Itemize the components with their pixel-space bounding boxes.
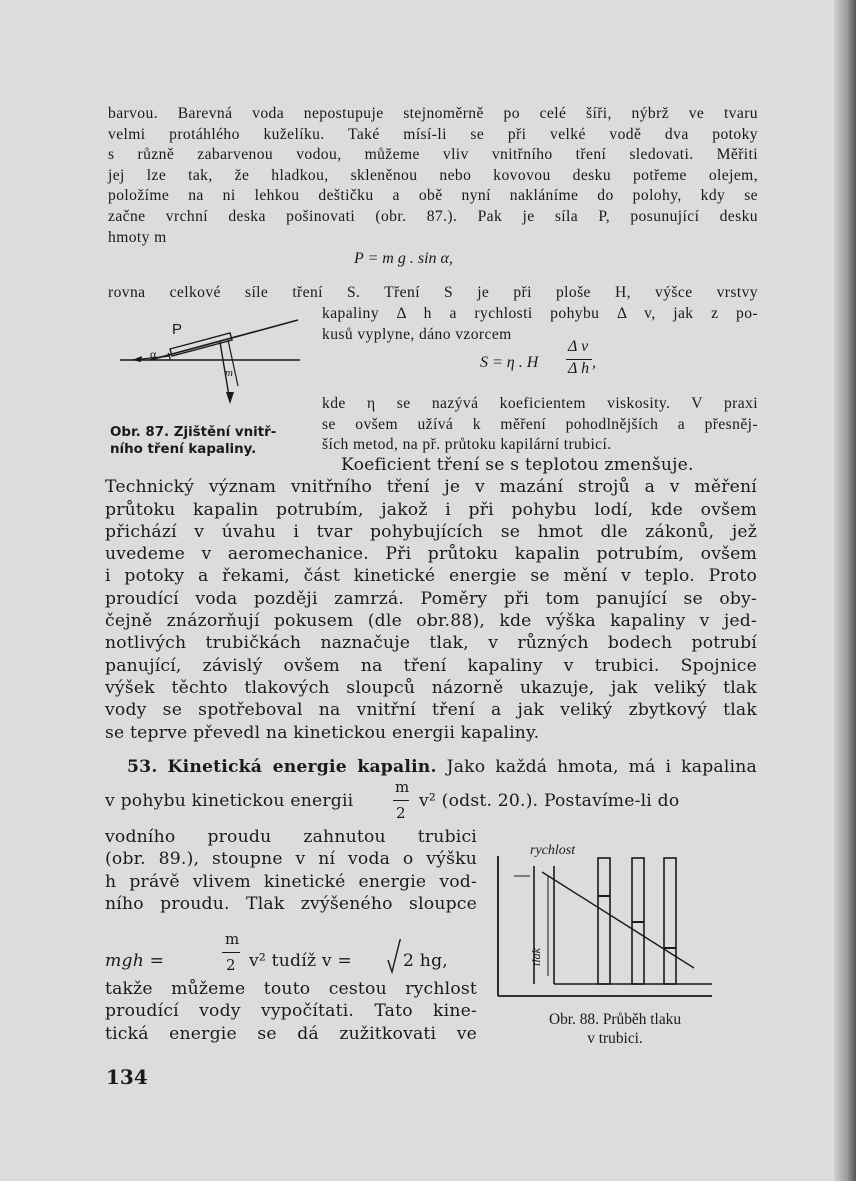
eq-lhs: S = η . H	[480, 354, 539, 371]
text-line: Koeficient tření se s teplotou zmenšuje.	[341, 455, 694, 475]
label-p: P	[172, 321, 183, 338]
text-line: s různě zabarvenou vodou, můžeme vliv vnitřního tření sledovati. Měřiti	[108, 146, 758, 164]
section-53-after	[105, 978, 477, 1045]
text-line: ších metod, na př. průtoku kapilární trubicí.	[322, 436, 612, 454]
text-line: se teprve převedl na kinetickou energii kapaliny.	[105, 722, 540, 743]
page-number: 134	[106, 1065, 148, 1089]
fraction-bar	[393, 800, 409, 801]
eq-denominator: Δ h	[568, 360, 590, 377]
section-number: 53.	[127, 757, 158, 777]
text-line: kde η se nazývá koeficientem viskosity. V praxi	[322, 395, 758, 412]
normal-line	[228, 340, 238, 386]
caption-line: Obr. 88. Průběh tlaku	[548, 1011, 682, 1028]
text-line: barvou. Barevná voda nepostupuje stejnoměrně po celé šíři, nýbrž ve tvaru	[108, 105, 758, 122]
section-title: Kinetická energie kapalin.	[167, 757, 437, 777]
kinetic-energy-line	[105, 778, 757, 826]
text-line: začne vrchní deska pošinovati (obr. 87.). Pak je síla P, posunující desku	[108, 207, 758, 225]
text-line: Technický význam vnitřního tření je v mazání strojů a v měření	[105, 477, 757, 498]
caption-line: ního tření kapaliny.	[110, 442, 257, 457]
text-line: i potoky a řekami, část kinetické energie se mění v teplo. Proto	[105, 566, 757, 587]
sqrt-sign	[387, 938, 401, 974]
text-line: v pohybu kinetickou energii	[105, 791, 354, 811]
text-line: rovna celkové síle tření S. Tření S je při ploše H, výšce vrstvy	[108, 284, 758, 301]
text-line: kusů vyplyne, dáno vzorcem	[322, 325, 512, 343]
text-line: jej lze tak, že hladkou, skleněnou nebo kovovou desku potřeme olejem,	[108, 166, 758, 184]
equation-force: P = m g . sin α,	[354, 250, 453, 267]
text-line: v² (odst. 20.). Postavíme-li do	[419, 791, 680, 811]
fraction-bar	[222, 952, 240, 953]
paragraph-technical-significance	[105, 454, 757, 744]
eq-root: 2 hg,	[403, 951, 448, 971]
text-line: velmi protáhlého kuželíku. Také mísí-li se při velké vodě dva potoky	[108, 125, 758, 143]
pressure-tube-1	[598, 858, 610, 984]
fraction-numerator: m	[225, 930, 240, 948]
text-line: h právě vlivem kinetické energie vod-	[105, 871, 477, 892]
text-line: proudící vody vypočítati. Tato kine-	[105, 1001, 477, 1022]
label-speed: rychlost	[530, 843, 576, 858]
section-53-body	[105, 826, 477, 915]
text-line: položíme na ni lehkou deštičku a obě nyní nakláníme do polohy, kdy se	[108, 187, 758, 205]
fraction-denominator: 2	[396, 804, 406, 822]
section-first-line-text: Jako každá hmota, má i kapalina	[446, 757, 757, 777]
caption-line: Obr. 87. Zjištění vnitř-	[110, 425, 277, 440]
text-line: takže můžeme touto cestou rychlost	[105, 979, 477, 999]
text-line: uvedeme v aeromechanice. Při průtoku kapalin potrubím, ovšem	[105, 544, 757, 565]
text-line: vodního proudu zahnutou trubici	[105, 827, 477, 847]
text-line: výšek těchto tlakových sloupců názorně ukazuje, jak veliký tlak	[105, 677, 757, 698]
fraction-numerator: m	[395, 778, 410, 796]
label-m: m	[225, 367, 233, 379]
caption-line: v trubici.	[587, 1030, 643, 1047]
section-53	[105, 756, 757, 778]
label-alpha: α	[150, 347, 157, 361]
figure-87-caption	[110, 424, 276, 458]
figure-87-inclined-plate	[110, 312, 310, 422]
paragraph-friction-right	[322, 304, 758, 345]
equation-kinetic	[105, 930, 477, 982]
text-line: ního proudu. Tlak zvýšeného sloupce	[105, 893, 477, 914]
section-first-line	[105, 756, 757, 778]
figure-88-pressure-tubes	[494, 836, 720, 1002]
figure-88-caption	[510, 1010, 720, 1048]
text-line: notlivých trubičkách naznačuje tlak, v různých bodech potrubí	[105, 633, 757, 654]
text-line: proudící voda později zamrzá. Poměry při tom panující se oby-	[105, 588, 757, 609]
page-edge	[834, 0, 856, 1181]
arrowhead	[132, 356, 142, 362]
eq-tail: ,	[592, 354, 596, 371]
eq-numerator: Δ v	[568, 338, 589, 355]
eq-mid: v² tudíž v =	[249, 951, 353, 971]
arrowhead	[226, 392, 234, 404]
eq-lhs: mgh =	[105, 951, 165, 971]
text-line: přichází v úvahu i tvar pohybujících se hmot dle zákonů, jež	[105, 521, 757, 542]
label-pressure: tlak	[529, 948, 543, 966]
text-line: se ovšem užívá k měření pohodlnějších a přesněj-	[322, 415, 758, 433]
text-line: kapaliny Δ h a rychlosti pohybu Δ v, jak z po-	[322, 305, 758, 322]
text-line: průtoku kapalin potrubím, jakož i při pohybu lodí, kde ovšem	[105, 499, 757, 520]
text-line: čejně znázorňují pokusem (dle obr.88), kde výška kapaliny v jed-	[105, 611, 757, 632]
paragraph-viscosity-intro	[108, 104, 758, 248]
paragraph-friction	[108, 283, 758, 304]
fraction-denominator: 2	[226, 956, 236, 974]
text-line: hmoty m	[108, 228, 167, 246]
text-line: tická energie se dá zužitkovati ve	[105, 1023, 477, 1044]
pressure-gradient-line	[542, 872, 694, 968]
equation-viscosity	[480, 338, 610, 390]
paragraph-viscosity-coefficient	[322, 394, 758, 456]
text-line: (obr. 89.), stoupne v ní voda o výšku	[105, 849, 477, 870]
text-line: panující, závislý ovšem na tření kapaliny v trubici. Spojnice	[105, 655, 757, 676]
text-line: vody se spotřeboval na vnitřní tření a jak veliký zbytkový tlak	[105, 700, 757, 721]
pressure-tube-3	[664, 858, 676, 984]
